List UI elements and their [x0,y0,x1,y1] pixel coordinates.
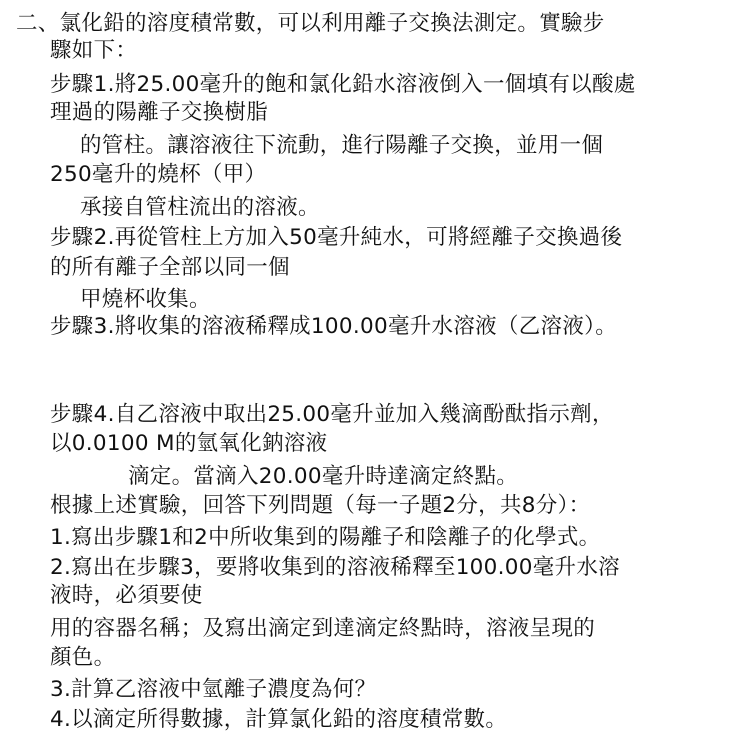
step2-line-2: 的所有離子全部以同一個 [50,255,290,280]
step4-line-3: 滴定。當滴入20.00毫升時達滴定終點。 [128,464,519,489]
step2-line-1: 步驟2.再從管柱上方加入50毫升純水，可將經離子交換過後 [50,225,623,250]
question-2-line-1: 2.寫出在步驟3，要將收集到的溶液稀釋至100.00毫升水溶 [50,555,620,580]
question-2-line-4: 顏色。 [50,645,116,670]
step4-line-2: 以0.0100 M的氫氧化鈉溶液 [50,431,328,456]
step1-line-3: 的管柱。讓溶液往下流動，進行陽離子交換，並用一個 [80,133,604,158]
step3-line-1: 步驟3.將收集的溶液稀釋成100.00毫升水溶液（乙溶液）。 [50,314,617,339]
question-4-line-1: 4.以滴定所得數據，計算氯化鉛的溶度積常數。 [50,707,508,732]
step2-line-3: 甲燒杯收集。 [80,287,211,312]
question-heading-line-2: 驟如下： [50,38,138,63]
step4-line-1: 步驟4.自乙溶液中取出25.00毫升並加入幾滴酚酞指示劑， [50,402,614,427]
question-2-line-2: 液時，必須要使 [50,583,203,608]
instructions-line: 根據上述實驗，回答下列問題（每一子題2分，共8分）： [50,493,591,518]
step1-line-4: 250毫升的燒杯（甲） [50,162,267,187]
question-1-line-1: 1.寫出步驟1和2中所收集到的陽離子和陰離子的化學式。 [50,525,601,550]
step1-line-5: 承接自管柱流出的溶液。 [80,195,320,220]
step1-line-1: 步驟1.將25.00毫升的飽和氯化鉛水溶液倒入一個填有以酸處 [50,72,636,97]
question-heading-line-1: 二、氯化鉛的溶度積常數，可以利用離子交換法測定。實驗步 [16,11,605,36]
question-3-line-1: 3.計算乙溶液中氫離子濃度為何？ [50,677,377,702]
question-2-line-3: 用的容器名稱；及寫出滴定到達滴定終點時，溶液呈現的 [50,616,596,641]
step1-line-2: 理過的陽離子交換樹脂 [50,100,269,125]
